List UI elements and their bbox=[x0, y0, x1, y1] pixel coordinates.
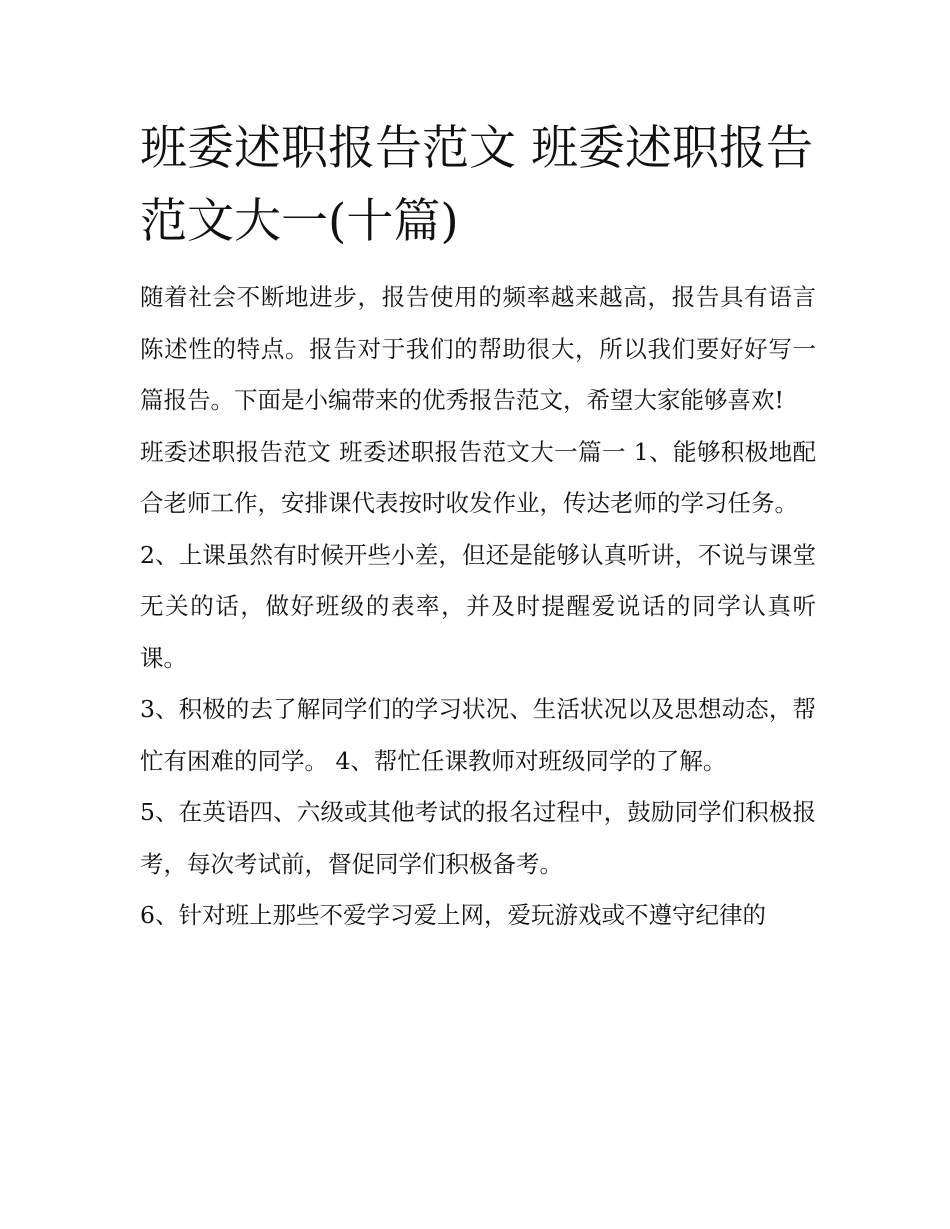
paragraph-item-2: 2、上课虽然有时候开些小差，但还是能够认真听讲，不说与课堂无关的话，做好班级的表率，并及时提醒爱说话的同学认真听课。 bbox=[140, 540, 816, 672]
paragraph-item-5: 5、在英语四、六级或其他考试的报名过程中，鼓励同学们积极报考，每次考试前，督促同学们积极备考。 bbox=[140, 798, 816, 878]
paragraph-item-6: 6、针对班上那些不爱学习爱上网，爱玩游戏或不遵守纪律的 bbox=[140, 901, 766, 929]
document-body bbox=[140, 112, 816, 942]
document-title: 班委述职报告范文 班委述职报告范文大一(十篇) bbox=[140, 121, 813, 249]
intro-paragraph: 随着社会不断地进步，报告使用的频率越来越高，报告具有语言陈述性的特点。报告对于我们的帮助很大，所以我们要好好写一篇报告。下面是小编带来的优秀报告范文，希望大家能够喜欢! bbox=[140, 283, 816, 414]
paragraph-item-1: 班委述职报告范文 班委述职报告范文大一篇一 1、能够积极地配合老师工作，安排课代表按时收发作业，传达老师的学习任务。 bbox=[140, 437, 816, 517]
paragraph-item-3-4: 3、积极的去了解同学们的学习状况、生活状况以及思想动态，帮忙有困难的同学。 4、帮忙任课教师对班级同学的了解。 bbox=[140, 695, 816, 775]
